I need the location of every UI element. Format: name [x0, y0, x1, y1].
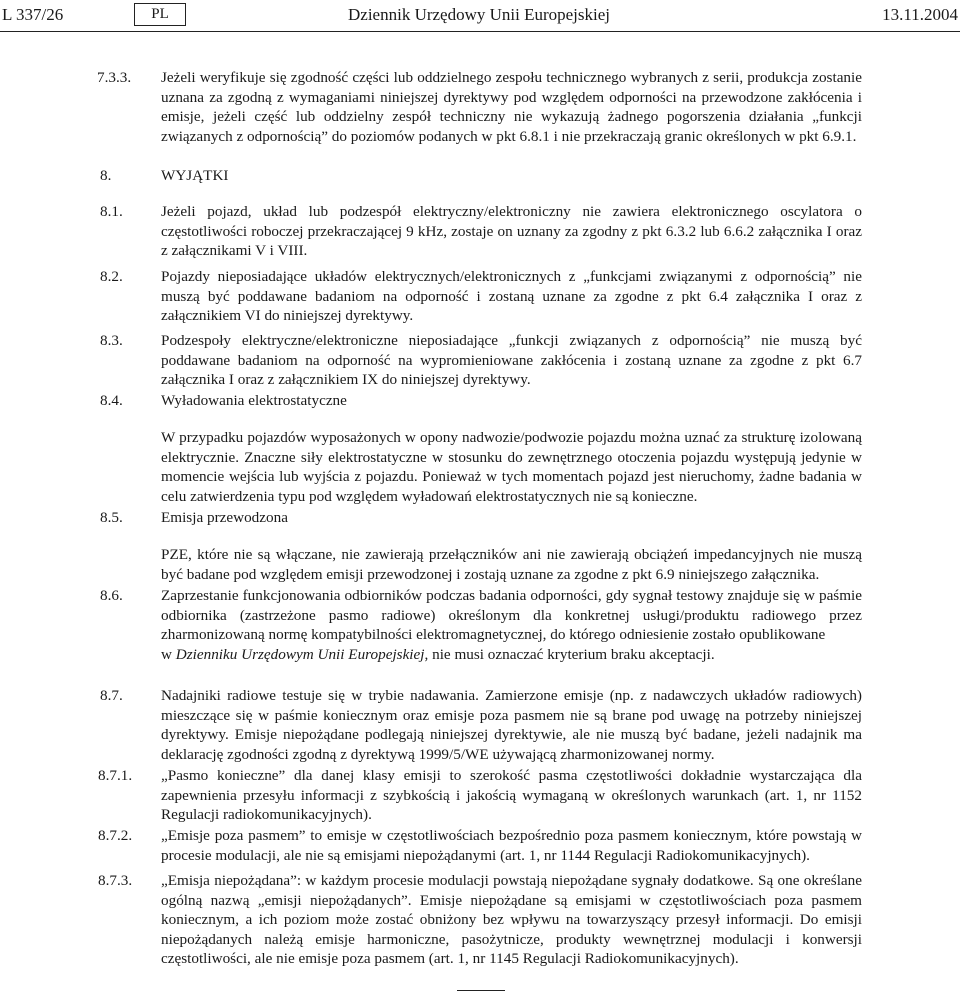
section-paragraph-2: w Dzienniku Urzędowym Unii Europejskiej, nie musi oznaczać kryterium braku akceptacji. [161, 645, 715, 663]
page-reference: L 337/26 [2, 5, 64, 24]
section-number: 8.1. [100, 203, 123, 220]
section-text: Pojazdy nieposiadające układów elektrycznych/elektronicznych z „funkcjami związanymi z odpornością” nie muszą być poddawane badaniom na odporność i zostaną uznane za zgodne z pkt 6.4 załącznika I oraz z załącznikiem VI do niniejszej dyrektywy. [161, 268, 862, 325]
section-title: Wyładowania elektrostatyczne [161, 392, 347, 409]
page-header [0, 0, 960, 30]
language-box: PL [134, 3, 186, 26]
section-text: „Emisje poza pasmem” to emisje w częstotliwościach bezpośrednio poza pasmem koniecznym, które powstają w procesie modulacji, ale nie są emisjami niepożądanymi (art. 1, nr 1144 Regulacji Radiokomunikacyjnych). [161, 827, 862, 864]
section-text: PZE, które nie są włączane, nie zawierają przełączników ani nie zawierają obciążeń impedancyjnych nie muszą być badane pod względem emisji przewodzonej i zostają uznane za zgodne z pkt 6.9 niniejszego załącznika. [161, 546, 862, 583]
section-number: 7.3.3. [97, 69, 132, 86]
section-number: 8.2. [100, 268, 123, 285]
section-number: 8.7.2. [98, 827, 133, 844]
section-text: „Pasmo konieczne” dla danej klasy emisji to szerokość pasma częstotliwości dokładnie wystarczająca dla zapewnienia przesyłu informacji z szybkością i jakością wymaganą w określonych warunkach (art. 1, nr 1152 Regulacji radiokomunikacyjnych). [161, 767, 862, 824]
section-number: 8.3. [100, 332, 123, 349]
journal-reference: Dzienniku Urzędowym Unii Europejskiej [175, 645, 425, 663]
footer-rule [457, 990, 505, 991]
section-number: 8.5. [100, 509, 123, 526]
section-title: WYJĄTKI [161, 167, 229, 184]
section-text: Jeżeli pojazd, układ lub podzespół elektryczny/elektroniczny nie zawiera elektronicznego oscylatora o częstotliwości roboczej przekraczającej 9 kHz, zostaje on uznany za zgodny z pkt 6.3.2 lub 6.6.2 załącznika I oraz z załącznikami V i VIII. [161, 203, 862, 260]
section-number: 8.7. [100, 687, 123, 704]
section-number: 8. [100, 167, 112, 184]
section-paragraph: Zaprzestanie funkcjonowania odbiorników podczas badania odporności, gdy sygnał testowy znajduje się w paśmie odbiornika (zastrzeżone pasmo radiowe) określonym dla konkretnej usługi/produktu radiowego przez zharmonizowaną normę kompatybilności elektromagnetycznej, do którego odniesienie zostało opublikowane [161, 587, 862, 644]
section-text: Podzespoły elektryczne/elektroniczne nieposiadające „funkcji związanych z odpornością” nie muszą być poddawane badaniom na odporność na wypromieniowane zakłócenia i zostaną uznane za zgodne z pkt 6.7 załącznika I oraz z załącznikiem IX do niniejszej dyrektywy. [161, 332, 862, 389]
section-text: „Emisja niepożądana”: w każdym procesie modulacji powstają niepożądane sygnały dodatkowe. Są one określane ogólną nazwą „emisji niepożądanych”. Emisje niepożądane są emisjami w częstotliwościach poza pasmem koniecznym, a ich poziom może zostać obniżony bez wpływu na towarzyszący przesył informacji. Do emisji niepożądanych należą emisje harmoniczne, pasożytnicze, produkty wewnętrznej modulacji i konwersji częstotliwości, ale nie emisje poza pasmem (art. 1, nr 1145 Regulacji Radiokomunikacyjnych). [161, 872, 862, 968]
section-number: 8.4. [100, 392, 123, 409]
section-number: 8.6. [100, 587, 123, 604]
section-title: Emisja przewodzona [161, 509, 288, 526]
section-number: 8.7.1. [98, 767, 133, 784]
section-number: 8.7.3. [98, 872, 133, 889]
publication-date: 13.11.2004 [882, 5, 958, 24]
section-text: Nadajniki radiowe testuje się w trybie nadawania. Zamierzone emisje (np. z nadawczych układów radiowych) mieszczące się w paśmie koniecznym oraz emisje poza pasmem nie są brane pod uwagę na potrzeby niniejszej dyrektywy. Emisje niepożądane podlegają niniejszej dyrektywie, ale nie muszą być badane, jeżeli nadajnik ma deklarację zgodności zgodną z dyrektywą 1999/5/WE używającą zharmonizowanej normy. [161, 687, 862, 763]
header-rule [0, 31, 960, 32]
journal-title: Dziennik Urzędowy Unii Europejskiej [348, 5, 611, 24]
section-text: Jeżeli weryfikuje się zgodność części lub oddzielnego zespołu technicznego wybranych z serii, produkcja zostanie uznana za zgodną z wymaganiami niniejszej dyrektywy pod względem odporności na przewodzone zakłócenia i emisje, jeżeli część lub oddzielny zespół techniczny nie wykazują żadnego pogorszenia działania „funkcji związanych z odpornością” do poziomów podanych w pkt 6.8.1 i nie przekraczają granic określonych w pkt 6.9.1. [161, 69, 862, 145]
section-text: W przypadku pojazdów wyposażonych w opony nadwozie/podwozie pojazdu można uznać za strukturę izolowaną elektrycznie. Znaczne siły elektrostatyczne w stosunku do zewnętrznego otoczenia pojazdu występują jedynie w momencie wejścia lub wyjścia z pojazdu. Ponieważ w tych momentach pojazd jest nieruchomy, żadne badania w celu zatwierdzenia typu pod względem wyładowań elektrostatycznych nie są konieczne. [161, 429, 862, 505]
section-text [161, 586, 862, 664]
